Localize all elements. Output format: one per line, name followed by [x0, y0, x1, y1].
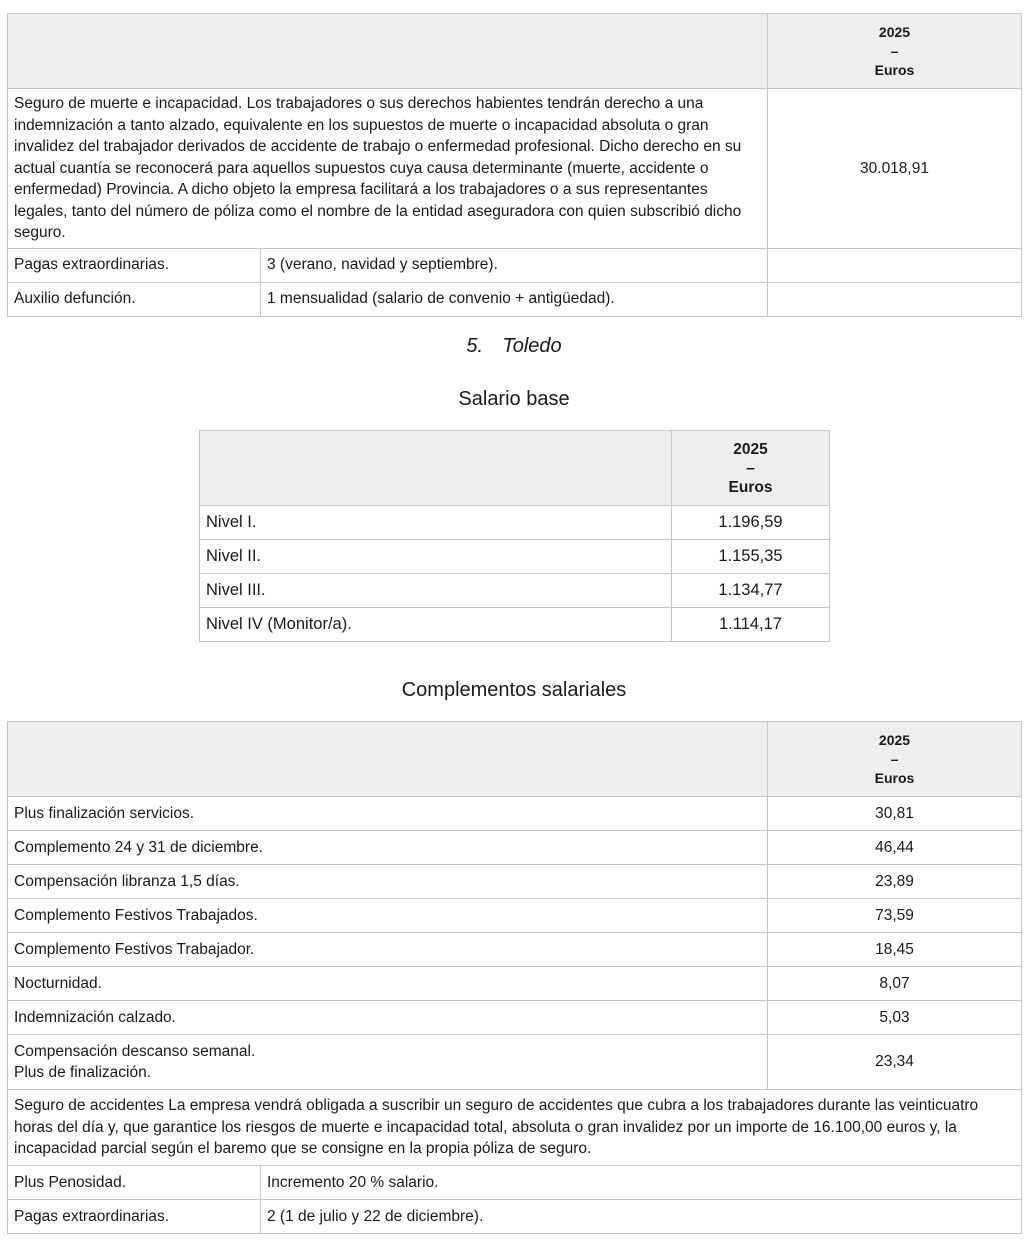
row-label-line2: Plus de finalización.: [14, 1064, 151, 1081]
seguro-accidentes-text: Seguro de accidentes La empresa vendrá obligada a suscribir un seguro de accidentes que cubra a los trabajadores durante las veinticuatro horas del día y, que garantice los riesgos de muerte e incapacidad total, absoluta o gran invalidez por un importe de 16.100,00 euros y, la incapacidad parcial según el baremo que se consigne en la propia póliza de seguro.: [8, 1090, 1022, 1166]
row-value: 1.114,17: [672, 608, 830, 642]
row-label: Nocturnidad.: [8, 967, 768, 1001]
row-label: Complemento Festivos Trabajados.: [8, 899, 768, 933]
table-row-seguro-accidentes: [8, 1090, 1022, 1166]
row-label: Nivel II.: [200, 540, 672, 574]
row-label: Pagas extraordinarias.: [8, 248, 261, 282]
section-title: Toledo: [502, 335, 562, 357]
row-value: 1.155,35: [672, 540, 830, 574]
header-blank-cell: [200, 431, 672, 506]
section-number: 5.: [466, 335, 484, 357]
row-label: Nivel IV (Monitor/a).: [200, 608, 672, 642]
row-value: 23,89: [768, 865, 1022, 899]
row-value: 30,81: [768, 797, 1022, 831]
row-label: Complemento 24 y 31 de diciembre.: [8, 831, 768, 865]
table-row: [8, 89, 1022, 249]
row-label: Pagas extraordinarias.: [8, 1200, 261, 1234]
table-row: [8, 1166, 1022, 1200]
header-unit: Euros: [728, 478, 773, 496]
complementos-title: Complementos salariales: [401, 679, 627, 701]
row-label: Plus finalización servicios.: [8, 797, 768, 831]
header-dash: –: [890, 42, 899, 59]
row-label: Indemnización calzado.: [8, 1001, 768, 1035]
table-row: [8, 1200, 1022, 1234]
header-dash: –: [890, 750, 899, 767]
row-label: Auxilio defunción.: [8, 282, 261, 316]
table-row: [200, 608, 830, 642]
salario-base-table: [199, 430, 830, 642]
table-row: [200, 540, 830, 574]
row-detail: 3 (verano, navidad y septiembre).: [261, 248, 768, 282]
table-row: [200, 574, 830, 608]
row-detail: Incremento 20 % salario.: [261, 1166, 1022, 1200]
row-label-line1: Compensación descanso semanal.: [14, 1042, 256, 1060]
continuation-table: [7, 13, 1022, 317]
header-unit: Euros: [874, 61, 915, 78]
row-label: Seguro de muerte e incapacidad. Los trabajadores o sus derechos habientes tendrán derecho a una indemnización a tanto alzado, equivalente en los supuestos de muerte o incapacidad absoluta o gran invalidez del trabajador derivados de accidente de trabajo o enfermedad profesional. Dicho derecho en su actual cuantía se reconocerá para aquellos supuestos cuya causa determinante (muerte, accidente o enfermedad) Provincia. A dicho objeto la empresa facilitará a los trabajadores o a sus representantes legales, tanto del número de póliza como el nombre de la entidad aseguradora con quien subscribió dicho seguro.: [8, 89, 768, 249]
row-value: 46,44: [768, 831, 1022, 865]
header-year: 2025: [878, 23, 911, 40]
row-value: 5,03: [768, 1001, 1022, 1035]
table-row: [8, 967, 1022, 1001]
table-row: [8, 899, 1022, 933]
complementos-table: [7, 721, 1022, 1234]
row-value: 18,45: [768, 933, 1022, 967]
row-value: [768, 282, 1022, 316]
row-value: 73,59: [768, 899, 1022, 933]
row-label: Nivel III.: [200, 574, 672, 608]
header-blank-cell: [8, 14, 768, 89]
table-header-row: [8, 14, 1022, 89]
row-label: Compensación libranza 1,5 días.: [8, 865, 768, 899]
row-detail: 1 mensualidad (salario de convenio + antigüedad).: [261, 282, 768, 316]
row-label: Plus Penosidad.: [8, 1166, 261, 1200]
row-value: 30.018,91: [768, 89, 1022, 249]
header-year-euros: [768, 14, 1022, 89]
row-detail: 2 (1 de julio y 22 de diciembre).: [261, 1200, 1022, 1234]
section-heading: [0, 335, 1028, 358]
header-year-euros: [768, 722, 1022, 797]
row-label: [8, 1035, 768, 1090]
table-header-row: [8, 722, 1022, 797]
table-row: [200, 506, 830, 540]
salario-base-title: Salario base: [458, 388, 570, 410]
table-row: [8, 282, 1022, 316]
row-value: 1.196,59: [672, 506, 830, 540]
header-dash: –: [746, 459, 755, 477]
header-year: 2025: [733, 440, 768, 458]
row-value: [768, 248, 1022, 282]
table-row: [8, 933, 1022, 967]
table-row: [8, 831, 1022, 865]
row-value: 23,34: [768, 1035, 1022, 1090]
row-value: 1.134,77: [672, 574, 830, 608]
header-blank-cell: [8, 722, 768, 797]
header-unit: Euros: [874, 769, 915, 786]
table-row: [8, 797, 1022, 831]
table-row: [8, 1035, 1022, 1090]
table-row: [8, 1001, 1022, 1035]
row-label: Nivel I.: [200, 506, 672, 540]
table-row: [8, 865, 1022, 899]
row-label: Complemento Festivos Trabajador.: [8, 933, 768, 967]
header-year-euros: [672, 431, 830, 506]
row-value: 8,07: [768, 967, 1022, 1001]
header-year: 2025: [878, 731, 911, 748]
table-header-row: [200, 431, 830, 506]
table-row: [8, 248, 1022, 282]
